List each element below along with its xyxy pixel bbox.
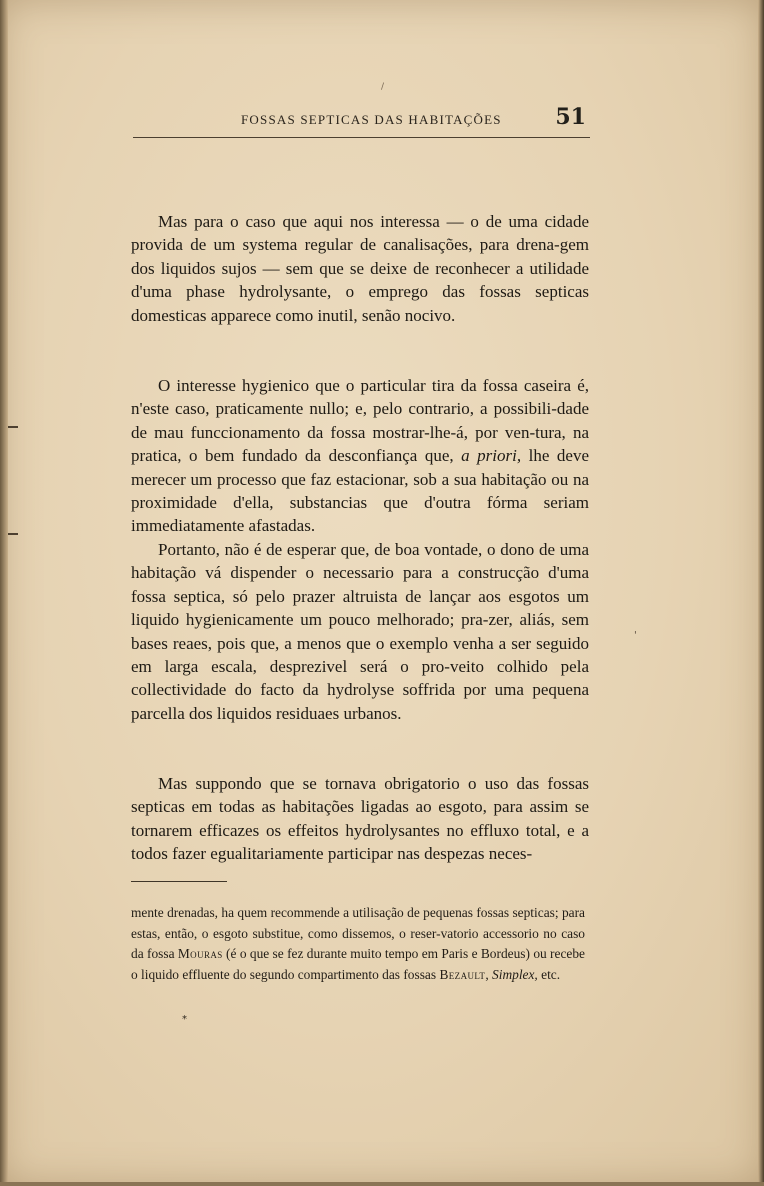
header-rule: [133, 137, 590, 138]
paragraph-2: [131, 374, 589, 538]
ink-tick: /: [381, 82, 385, 92]
paragraph-1: [131, 210, 589, 327]
page-left-edge: [0, 0, 8, 1186]
paragraph-text: [131, 374, 589, 538]
italic-phrase: a priori,: [461, 446, 522, 466]
footnote-part: mente drenadas, ha quem recommende a utilisação de pequenas fossas septicas; para estas, então, o esgoto substitue, como dissemos, o reser-vatorio accessorio no caso da fossa: [131, 905, 585, 961]
footnote-name: Mouras: [177, 946, 223, 961]
footnote-text: [131, 903, 585, 985]
footnote-rule: [131, 881, 227, 882]
paragraph-text: Portanto, não é de esperar que, de boa vontade, o dono de uma habitação vá dispender o necessario para a construcção d'uma fossa septica, só pelo prazer altruista de lançar aos esgotos um liquido hygienicamente um pouco melhorado; pra-zer, aliás, sem bases reaes, pois que, a menos que o exemplo venha a ser seguido em larga escala, desprezivel será o pro-veito colhido pela collectividade do facto da hydrolyse soffrida por uma pequena parcella dos liquidos residuaes urbanos.: [131, 540, 589, 723]
paragraph-3: [131, 538, 589, 725]
footnote: [131, 903, 585, 985]
footnote-part: ,: [485, 966, 493, 982]
paragraph-text-start: O interesse hygienico que o particular tira da fossa caseira é, n'este caso, praticamente nullo; e, pelo contrario, a possibili-dade de mau funccionamento da fossa mostrar-lhe-á, por ven-tura, na pratica, o bem fundado da desconfiança que,: [131, 376, 589, 466]
ink-speck: ': [634, 630, 637, 641]
asterisk-mark: *: [182, 1014, 187, 1025]
footnote-italic: Simplex,: [492, 966, 538, 982]
paragraph-text: Mas para o caso que aqui nos interessa — o de uma cidade provida de um systema regular de canalisações, para drena-gem dos liquidos sujos — sem que se deixe de reconhecer a utilidade d'uma phase hydrolysante, o emprego das fossas septicas domesticas apparece como inutil, senão nocivo.: [131, 212, 589, 325]
footnote-name: Bezault: [439, 966, 486, 982]
margin-mark: [8, 426, 18, 428]
paragraph-text-end: lhe deve merecer um processo que faz estacionar, sob a sua habitação ou na proximidade d'ella, substancias que d'outra fórma seriam immediatamente afastadas.: [131, 446, 589, 536]
page-number: 51: [555, 104, 586, 130]
page-bottom-edge: [0, 1182, 764, 1186]
footnote-part: etc.: [537, 966, 561, 982]
footnote-part: (é o que se fez durante muito tempo em Paris e Bordeus) ou recebe o liquido effluente do segundo compartimento das fossas: [131, 946, 585, 982]
page-right-edge: [758, 0, 764, 1186]
paragraph-text: Mas suppondo que se tornava obrigatorio o uso das fossas septicas em todas as habitações ligadas ao esgoto, para assim se tornarem efficazes os effeitos hydrolysantes no effluxo total, e a todos fazer egualitariamente participar nas despezas neces-: [131, 774, 589, 864]
running-header: [133, 104, 590, 136]
margin-mark: [8, 533, 18, 535]
paragraph-4: [131, 772, 589, 866]
running-title: FOSSAS SEPTICAS DAS HABITAÇÕES: [241, 112, 502, 127]
